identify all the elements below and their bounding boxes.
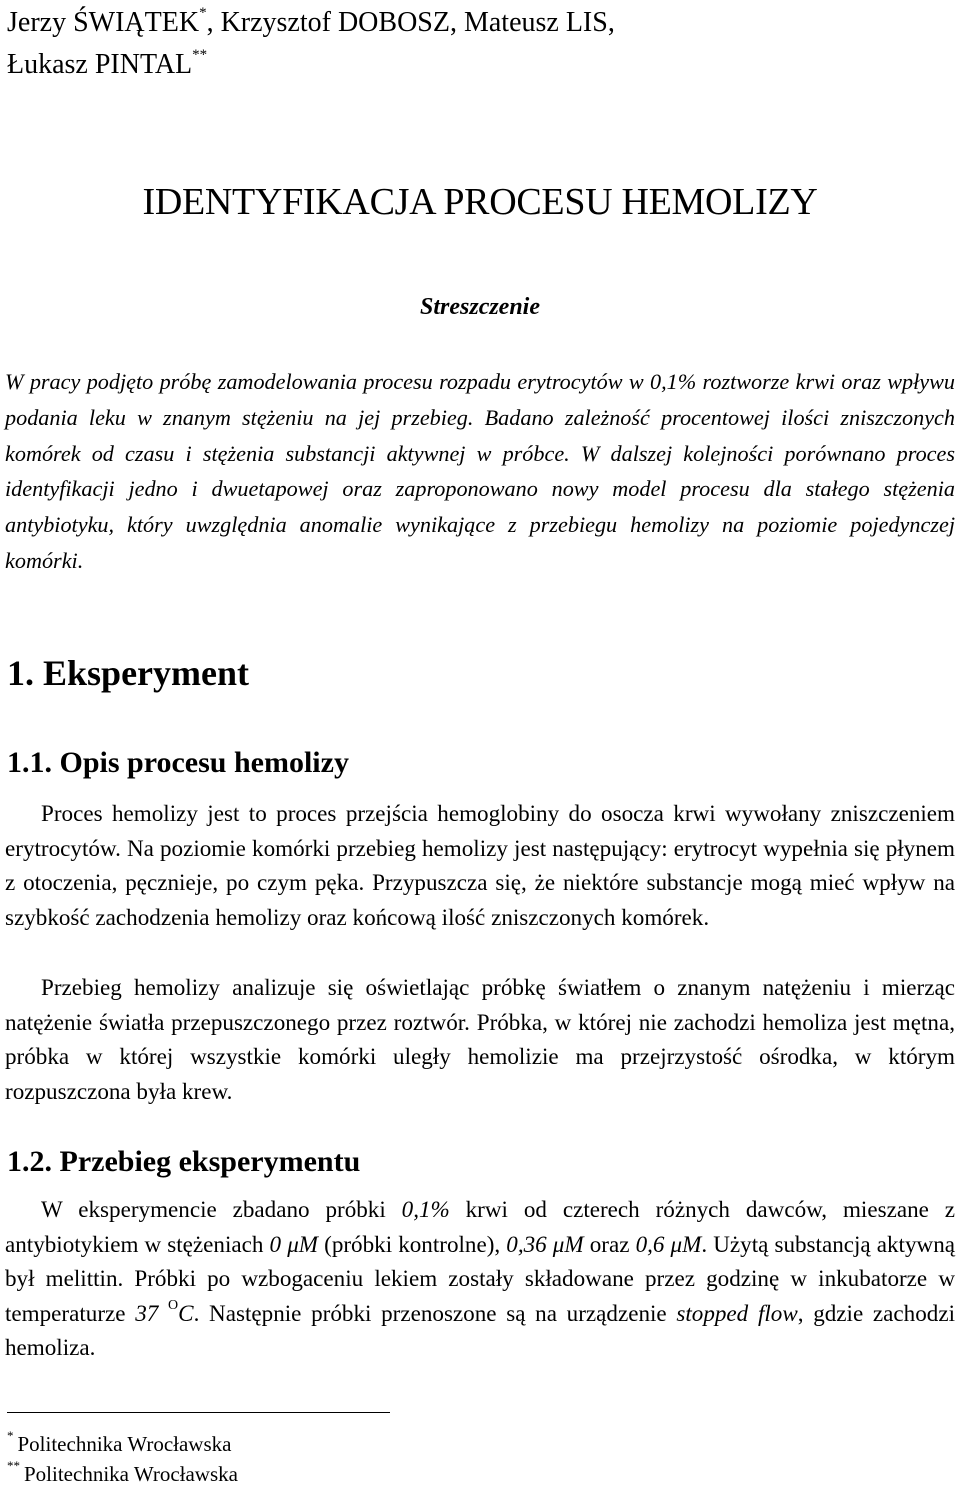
superscript: O <box>168 1298 179 1314</box>
abstract-text: W pracy podjęto próbę zamodelowania procesu rozpadu erytrocytów w 0,1% roztworze krwi oraz wpływu podania leku w znanym stężeniu na jej przebieg. Badano zależność procentowej ilości zniszczonych komórek od czasu i stężenia substancji aktywnej w próbce. W dalszej kolejności porównano proces identyfikacji jedno i dwuetapowej oraz zaproponowano nowy model procesu dla stałego stężenia antybiotyku, który uwzględnia anomalie wynikające z przebiegu hemolizy na poziomie pojedynczej komórki. <box>5 369 955 573</box>
author-name: Jerzy ŚWIĄTEK <box>7 7 200 38</box>
footnote-mark: ** <box>7 1458 20 1473</box>
text-run: krwi od czterech różnych dawców, mieszane z antybiotykiem w stężeniach <box>5 1196 956 1257</box>
affiliation-mark: * <box>199 4 207 21</box>
text-run: . Użytą substancją aktywną był melittin. Próbki po wzbogaceniu lekiem zostały składowane przez godzinę w inkubatorze w temperaturze <box>5 1230 955 1326</box>
section-heading: 1. Eksperyment <box>7 653 249 693</box>
italic-run: 0,6 μM <box>635 1230 702 1257</box>
subsection-heading: 1.2. Przebieg eksperymentu <box>7 1145 361 1178</box>
footnote-text: Politechnika Wrocławska <box>24 1462 238 1486</box>
author-list <box>7 2 947 86</box>
footnote-text: Politechnika Wrocławska <box>17 1432 232 1456</box>
paper-title: IDENTYFIKACJA PROCESU HEMOLIZY <box>142 181 818 223</box>
footnote <box>7 1428 232 1456</box>
paragraph-text <box>5 1192 955 1365</box>
body-paragraph <box>5 796 955 934</box>
body-paragraph <box>5 970 955 1108</box>
body-paragraph <box>5 1192 955 1365</box>
italic-run: 0 μM <box>269 1230 319 1257</box>
italic-run: 37 <box>135 1299 169 1326</box>
author-names: , Krzysztof DOBOSZ, Mateusz LIS, <box>206 7 615 38</box>
subsection-heading: 1.1. Opis procesu hemolizy <box>7 746 349 779</box>
italic-run: 0,1% <box>401 1196 450 1222</box>
paragraph-text: Proces hemolizy jest to proces przejścia hemoglobiny do osocza krwi wywołany zniszczeniem erytrocytów. Na poziomie komórki przebieg hemolizy jest następujący: erytrocyt wypełnia się płynem z otoczenia, pęcznieje, po czym pęka. Przypuszcza się, że niektóre substancje mogą mieć wpływ na szybkość zachodzenia hemolizy oraz końcową ilość zniszczonych komórek. <box>5 800 955 930</box>
footnote-divider <box>7 1412 390 1413</box>
abstract-heading: Streszczenie <box>420 294 540 320</box>
affiliation-mark: ** <box>192 46 208 63</box>
text-run: oraz <box>583 1230 636 1257</box>
italic-run: stopped flow <box>676 1299 798 1326</box>
italic-run: C <box>178 1299 194 1326</box>
author-name: Łukasz PINTAL <box>7 49 193 80</box>
text-run: , gdzie zachodzi hemoliza. <box>5 1299 955 1361</box>
paragraph-text: Przebieg hemolizy analizuje się oświetlając próbkę światłem o znanym natężeniu i mierząc natężenie światła przepuszczonego przez roztwór. Próbka, w której nie zachodzi hemoliza jest mętna, próbka w której wszystkie komórki uległy hemolizie ma przejrzystość ośrodka, w którym rozpuszczona była krew. <box>5 974 955 1104</box>
text-run: (próbki kontrolne), <box>318 1230 507 1257</box>
footnote <box>7 1458 238 1486</box>
text-run: . Następnie próbki przenoszone są na urządzenie <box>193 1299 677 1326</box>
text-run: W eksperymencie zbadano próbki <box>41 1196 402 1222</box>
italic-run: 0,36 μM <box>506 1230 584 1257</box>
footnote-mark: * <box>7 1428 14 1443</box>
